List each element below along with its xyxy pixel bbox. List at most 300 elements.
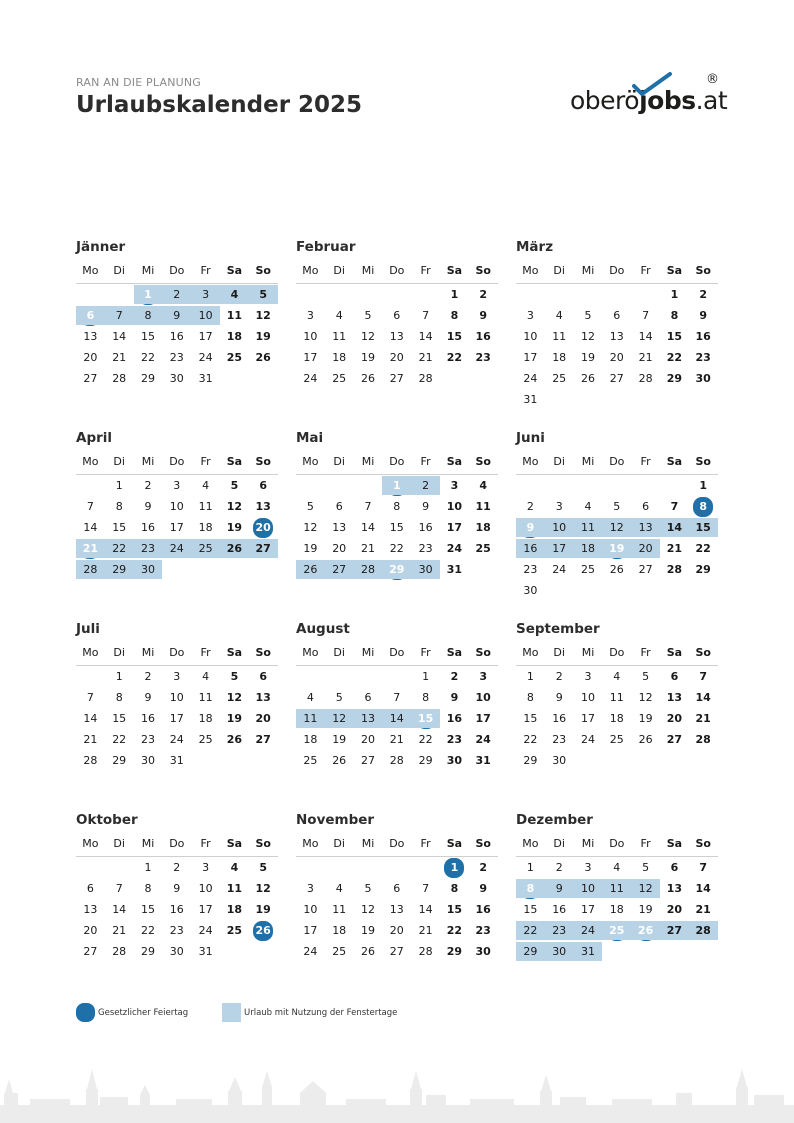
month-name: Jänner (76, 239, 126, 255)
weekday-label: Mo (302, 837, 319, 850)
calendar-day (574, 878, 603, 899)
calendar-day (76, 708, 105, 729)
day-number: 8 (422, 691, 430, 704)
weekday-label: So (475, 646, 491, 659)
weekday-header (296, 453, 498, 475)
calendar-day (354, 899, 383, 920)
calendar-day (382, 941, 411, 962)
calendar-day (354, 347, 383, 368)
calendar-day (382, 496, 411, 517)
calendar-day (105, 941, 134, 962)
day-number: 9 (526, 521, 535, 534)
day-number: 10 (198, 309, 213, 322)
day-number: 30 (552, 754, 567, 767)
day-number: 12 (638, 691, 653, 704)
day-number: 24 (523, 372, 538, 385)
calendar-day (469, 305, 498, 326)
calendar-day (249, 284, 278, 305)
weekday-label: Mi (141, 837, 155, 850)
day-number: 2 (526, 500, 534, 513)
weekday-label: Mo (522, 455, 539, 468)
calendar-day (440, 878, 469, 899)
month-7 (76, 620, 278, 796)
day-number: 12 (332, 712, 347, 725)
day-number: 23 (446, 733, 463, 746)
weekday-label: Fr (640, 264, 651, 277)
calendar-day (325, 729, 354, 750)
calendar-day (411, 347, 440, 368)
calendar-day (469, 941, 498, 962)
day-number: 1 (699, 479, 708, 492)
calendar-day (325, 878, 354, 899)
day-number: 24 (303, 372, 318, 385)
calendar-day (516, 941, 545, 962)
day-number: 12 (360, 903, 375, 916)
day-number: 5 (642, 861, 650, 874)
day-number: 4 (335, 309, 343, 322)
day-number: 11 (552, 330, 567, 343)
day-number: 8 (450, 309, 459, 322)
holiday-day (249, 920, 278, 941)
calendar-day (689, 284, 718, 305)
day-number: 7 (422, 309, 430, 322)
day-number: 28 (695, 733, 711, 746)
day-number: 30 (418, 563, 433, 576)
weekday-label: Mo (302, 646, 319, 659)
calendar-day (516, 559, 545, 580)
calendar-day (545, 899, 574, 920)
calendar-day (134, 368, 163, 389)
calendar-day (105, 708, 134, 729)
day-number: 22 (418, 733, 433, 746)
calendar-day (296, 326, 325, 347)
day-number: 29 (446, 945, 463, 958)
holiday-day (249, 517, 278, 538)
day-number: 11 (198, 500, 213, 513)
calendar-day (325, 347, 354, 368)
day-number: 17 (446, 521, 463, 534)
weekday-label: Mi (141, 264, 155, 277)
calendar-day (76, 920, 105, 941)
weekday-label: Mi (581, 837, 595, 850)
calendar-day (469, 347, 498, 368)
day-number: 16 (475, 330, 491, 343)
calendar-day (325, 305, 354, 326)
day-number: 17 (169, 521, 184, 534)
weekday-label: Mi (361, 264, 375, 277)
weekday-label: Di (113, 646, 125, 659)
day-number: 22 (666, 351, 683, 364)
calendar-day (191, 708, 220, 729)
weekday-label: So (695, 455, 711, 468)
calendar-day (689, 517, 718, 538)
weekday-label: So (475, 837, 491, 850)
day-number: 5 (335, 691, 343, 704)
calendar-day (660, 347, 689, 368)
day-number: 1 (115, 479, 123, 492)
calendar-day (325, 941, 354, 962)
calendar-day (296, 708, 325, 729)
day-number: 23 (169, 351, 184, 364)
day-number: 13 (255, 500, 271, 513)
calendar-day (382, 368, 411, 389)
calendar-day (354, 750, 383, 771)
calendar-day (469, 475, 498, 496)
day-number: 19 (226, 521, 243, 534)
day-number: 1 (450, 288, 459, 301)
day-number: 1 (392, 479, 401, 492)
day-number: 3 (526, 309, 534, 322)
calendar-day (469, 687, 498, 708)
calendar-day (105, 878, 134, 899)
calendar-day (220, 708, 249, 729)
holiday-swatch (76, 1003, 95, 1022)
calendar-day (516, 305, 545, 326)
calendar-day (602, 899, 631, 920)
weekday-label: So (255, 264, 271, 277)
calendar-day (76, 878, 105, 899)
day-number: 26 (360, 372, 375, 385)
calendar-day (134, 729, 163, 750)
day-number: 10 (475, 691, 491, 704)
calendar-day (354, 687, 383, 708)
calendar-day (516, 496, 545, 517)
weekday-label: Do (169, 264, 185, 277)
calendar-day (249, 729, 278, 750)
day-number: 17 (552, 542, 567, 555)
calendar-day (516, 920, 545, 941)
day-number: 7 (115, 882, 123, 895)
day-number: 9 (144, 691, 152, 704)
month-9 (516, 620, 718, 796)
day-number: 24 (198, 924, 213, 937)
calendar-day (660, 559, 689, 580)
weekday-label: Mi (141, 646, 155, 659)
calendar-day (631, 687, 660, 708)
calendar-day (631, 899, 660, 920)
day-number: 2 (144, 479, 152, 492)
calendar-day (134, 347, 163, 368)
day-number: 9 (144, 500, 152, 513)
day-number: 5 (259, 861, 268, 874)
day-number: 14 (695, 691, 711, 704)
weekday-label: Sa (226, 837, 243, 850)
weekday-label: Fr (200, 455, 211, 468)
calendar-day (440, 475, 469, 496)
calendar-day (325, 538, 354, 559)
weekday-header (76, 453, 278, 475)
calendar-day (162, 941, 191, 962)
day-number: 14 (389, 712, 404, 725)
calendar-day (134, 666, 163, 687)
calendar-day (134, 920, 163, 941)
day-number: 15 (140, 330, 155, 343)
calendar-day (191, 941, 220, 962)
calendar-day (296, 368, 325, 389)
day-number: 18 (332, 351, 347, 364)
calendar-day (689, 729, 718, 750)
day-number: 25 (580, 563, 595, 576)
day-number: 3 (555, 500, 563, 513)
weekday-header (516, 835, 718, 857)
calendar-day (516, 666, 545, 687)
day-number: 26 (332, 754, 347, 767)
weekday-label: So (475, 455, 491, 468)
calendar-day (574, 347, 603, 368)
day-number: 21 (695, 712, 711, 725)
calendar-day (220, 878, 249, 899)
day-number: 6 (259, 670, 268, 683)
calendar-day (220, 899, 249, 920)
day-number: 17 (198, 330, 213, 343)
calendar-day (516, 326, 545, 347)
weekday-header (296, 262, 498, 284)
day-number: 18 (552, 351, 567, 364)
day-number: 2 (173, 861, 181, 874)
weekday-label: Fr (200, 837, 211, 850)
calendar-day (440, 941, 469, 962)
day-number: 8 (526, 882, 535, 895)
calendar-day (469, 326, 498, 347)
calendar-day (689, 857, 718, 878)
calendar-day (631, 368, 660, 389)
month-name: Oktober (76, 812, 138, 828)
weekday-label: Sa (666, 646, 683, 659)
calendar-day (162, 368, 191, 389)
day-number: 29 (666, 372, 683, 385)
calendar-day (545, 666, 574, 687)
day-number: 7 (422, 882, 430, 895)
day-number: 16 (169, 903, 184, 916)
calendar-day (249, 878, 278, 899)
calendar-day (105, 347, 134, 368)
day-number: 25 (609, 733, 624, 746)
day-number: 16 (552, 712, 567, 725)
calendar-day (105, 517, 134, 538)
holiday-day (134, 284, 163, 305)
calendar-day (469, 729, 498, 750)
calendar-day (76, 941, 105, 962)
calendar-day (545, 517, 574, 538)
day-number: 30 (169, 945, 184, 958)
calendar-day (134, 941, 163, 962)
day-number: 26 (226, 542, 243, 555)
calendar-day (134, 899, 163, 920)
calendar-day (602, 347, 631, 368)
day-number: 15 (389, 521, 404, 534)
day-number: 20 (638, 542, 653, 555)
day-number: 29 (112, 754, 127, 767)
calendar-day (631, 878, 660, 899)
day-number: 26 (226, 733, 243, 746)
day-number: 25 (475, 542, 491, 555)
weekday-header (296, 835, 498, 857)
month-name: April (76, 430, 113, 446)
calendar-day (325, 496, 354, 517)
calendar-day (545, 538, 574, 559)
holiday-day (76, 305, 105, 326)
day-number: 3 (450, 479, 459, 492)
day-number: 25 (198, 733, 213, 746)
calendar-day (469, 284, 498, 305)
calendar-day (382, 750, 411, 771)
weekday-label: Mo (522, 837, 539, 850)
day-number: 29 (523, 945, 538, 958)
day-number: 9 (173, 882, 181, 895)
calendar-day (162, 347, 191, 368)
calendar-day (660, 284, 689, 305)
day-number: 24 (552, 563, 567, 576)
day-number: 3 (173, 670, 181, 683)
day-number: 5 (364, 882, 372, 895)
day-number: 15 (446, 903, 463, 916)
calendar-day (382, 920, 411, 941)
calendar-day (440, 305, 469, 326)
calendar-day (134, 878, 163, 899)
calendar-day (191, 920, 220, 941)
day-number: 1 (115, 670, 123, 683)
calendar-day (689, 475, 718, 496)
calendar-day (249, 857, 278, 878)
calendar-day (162, 899, 191, 920)
day-number: 27 (609, 372, 624, 385)
calendar-day (76, 899, 105, 920)
calendar-day (602, 857, 631, 878)
day-number: 3 (479, 670, 488, 683)
day-number: 19 (580, 351, 595, 364)
calendar-day (574, 326, 603, 347)
day-number: 14 (418, 903, 433, 916)
calendar-day (354, 920, 383, 941)
calendar-day (354, 559, 383, 580)
calendar-day (660, 878, 689, 899)
day-number: 16 (418, 521, 433, 534)
day-number: 10 (303, 330, 318, 343)
day-number: 27 (666, 924, 683, 937)
calendar-day (440, 729, 469, 750)
calendar-day (325, 559, 354, 580)
day-number: 23 (695, 351, 711, 364)
day-number: 25 (303, 754, 318, 767)
month-1 (76, 238, 278, 414)
day-number: 9 (699, 309, 708, 322)
day-number: 13 (332, 521, 347, 534)
weekday-label: Mo (302, 455, 319, 468)
calendar-day (76, 750, 105, 771)
logo-text-bold: jobs (639, 86, 696, 115)
weekday-label: Fr (420, 646, 431, 659)
day-number: 20 (83, 351, 98, 364)
day-number: 21 (112, 924, 127, 937)
weekday-label: Di (333, 455, 345, 468)
day-number: 1 (450, 861, 459, 874)
day-number: 31 (580, 945, 595, 958)
day-number: 22 (112, 733, 127, 746)
calendar-day (105, 496, 134, 517)
calendar-day (191, 687, 220, 708)
day-number: 8 (393, 500, 401, 513)
weekday-label: Mo (522, 264, 539, 277)
day-number: 28 (695, 924, 711, 937)
calendar-day (325, 368, 354, 389)
day-number: 13 (360, 712, 375, 725)
weekday-label: Mi (581, 264, 595, 277)
calendar-day (162, 326, 191, 347)
weekday-label: Fr (420, 264, 431, 277)
calendar-day (296, 347, 325, 368)
weekday-label: So (695, 837, 711, 850)
month-5 (296, 429, 498, 605)
day-number: 12 (580, 330, 595, 343)
calendar-day (689, 899, 718, 920)
holiday-day (382, 559, 411, 580)
calendar-day (162, 729, 191, 750)
day-number: 26 (255, 351, 271, 364)
day-number: 5 (306, 500, 314, 513)
day-number: 24 (169, 542, 184, 555)
calendar-day (249, 475, 278, 496)
calendar-day (631, 326, 660, 347)
calendar-day (134, 687, 163, 708)
weekday-label: So (695, 646, 711, 659)
day-number: 10 (580, 882, 595, 895)
day-number: 30 (140, 754, 155, 767)
weekday-label: Mi (581, 646, 595, 659)
day-number: 14 (695, 882, 711, 895)
calendar-day (191, 284, 220, 305)
day-number: 27 (389, 945, 404, 958)
calendar-day (134, 305, 163, 326)
day-number: 27 (255, 542, 271, 555)
day-number: 5 (613, 500, 621, 513)
calendar-day (602, 878, 631, 899)
weekday-label: Do (609, 837, 625, 850)
day-number: 2 (173, 288, 181, 301)
calendar-day (325, 517, 354, 538)
calendar-day (574, 708, 603, 729)
calendar-day (631, 305, 660, 326)
weekday-header (516, 453, 718, 475)
calendar-day (602, 559, 631, 580)
day-number: 7 (86, 691, 94, 704)
day-number: 28 (389, 754, 404, 767)
calendar-day (220, 326, 249, 347)
day-number: 26 (360, 945, 375, 958)
day-number: 26 (580, 372, 595, 385)
month-12 (516, 811, 718, 987)
calendar-day (440, 708, 469, 729)
weekday-label: Fr (200, 264, 211, 277)
day-number: 23 (140, 542, 155, 555)
day-number: 13 (609, 330, 624, 343)
day-number: 31 (198, 372, 213, 385)
month-10 (76, 811, 278, 987)
month-6 (516, 429, 718, 605)
day-number: 13 (389, 330, 404, 343)
day-number: 10 (580, 691, 595, 704)
calendar-day (411, 941, 440, 962)
calendar-day (411, 729, 440, 750)
day-number: 4 (230, 288, 239, 301)
day-number: 29 (389, 563, 405, 576)
day-number: 17 (169, 712, 184, 725)
day-number: 4 (306, 691, 314, 704)
day-number: 11 (609, 882, 624, 895)
calendar-day (220, 729, 249, 750)
weekday-label: Mo (522, 646, 539, 659)
calendar-day (249, 496, 278, 517)
day-number: 15 (523, 903, 538, 916)
